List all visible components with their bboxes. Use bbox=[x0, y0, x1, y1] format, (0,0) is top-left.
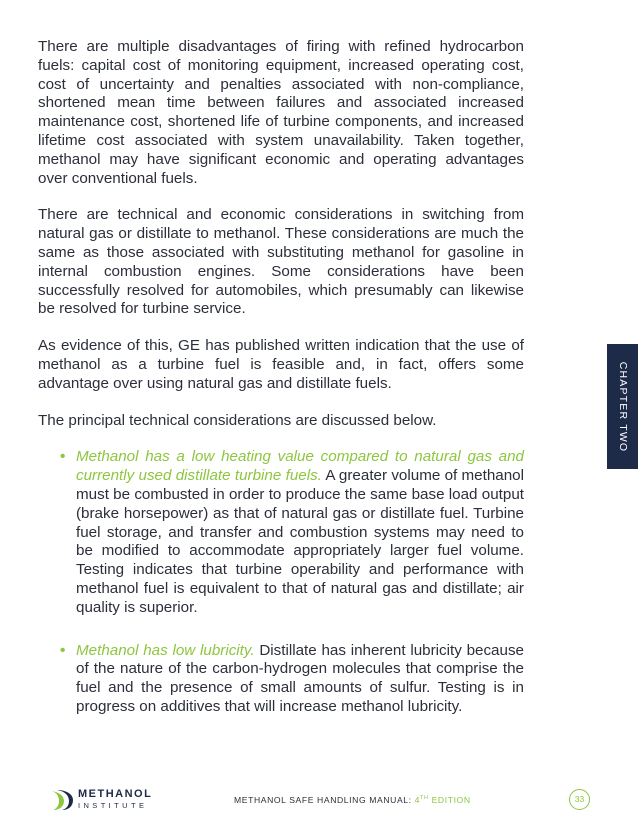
bullet-body-text: A greater volume of methanol must be combusted in order to produce the same base load output (brake horsepower) as that of natural gas or distillate fuel. Turbine fuel storage, and transfer and combustion systems may need to be modified to accommodate appropriately larger fuel volume. Testing indicates that turbine operability and performance with methanol fuel is equivalent to that of natural gas and distillate; air quality is superior. bbox=[76, 467, 524, 616]
chapter-tab bbox=[607, 344, 638, 469]
list-item bbox=[38, 448, 524, 617]
main-content bbox=[38, 38, 524, 741]
bullet-icon: • bbox=[60, 641, 66, 659]
page-number: 33 bbox=[569, 789, 590, 810]
logo-text-methanol: METHANOL bbox=[78, 788, 153, 800]
paragraph-ge-evidence: As evidence of this, GE has published written indication that the use of methanol as a turbine fuel is feasible and, in fact, offers some advantage over using natural gas and distillate fuels. bbox=[38, 337, 524, 392]
considerations-list bbox=[38, 448, 524, 716]
chapter-tab-label: CHAPTER TWO bbox=[616, 361, 629, 452]
paragraph-principal: The principal technical considerations are discussed below. bbox=[38, 411, 437, 429]
footer-title bbox=[234, 795, 471, 805]
bullet-body-text: Distillate has inherent lubricity because of the nature of the carbon-hydrogen molecules that comprise the fuel and the presence of small amounts of sulfur. Testing is in progress on additives that will increase methanol lubricity. bbox=[76, 641, 524, 715]
list-item bbox=[38, 642, 524, 717]
bullet-lead-text: Methanol has low lubricity. bbox=[76, 641, 255, 659]
bullet-lead-text: Methanol has a low heating value compared to natural gas and currently used distillate turbine fuels. bbox=[76, 448, 524, 485]
logo-text-institute: INSTITUTE bbox=[78, 801, 148, 810]
logo-mark-icon bbox=[50, 789, 74, 811]
bullet-icon: • bbox=[60, 448, 66, 466]
manual-title: METHANOL SAFE HANDLING MANUAL: bbox=[234, 795, 412, 805]
edition-label: 4TH EDITION bbox=[414, 795, 471, 805]
methanol-institute-logo bbox=[50, 788, 153, 814]
paragraph-considerations: There are technical and economic considerations in switching from natural gas or distillate to methanol. These considerations are much the same as those associated with substituting methanol for gasoline in internal combustion engines. Some considerations have been successfully resolved for automobiles, which presumably can likewise be resolved for turbine service. bbox=[38, 206, 524, 318]
paragraph-disadvantages: There are multiple disadvantages of firing with refined hydrocarbon fuels: capital cost of monitoring equipment, increased operating cost, cost of uncertainty and penalties associated with non-compliance, shortened mean time between failures and associated increased maintenance cost, shortened life of turbine components, and increased lifetime cost associated with system unavailability. Taken together, methanol may have significant economic and operating advantages over conventional fuels. bbox=[38, 38, 524, 187]
